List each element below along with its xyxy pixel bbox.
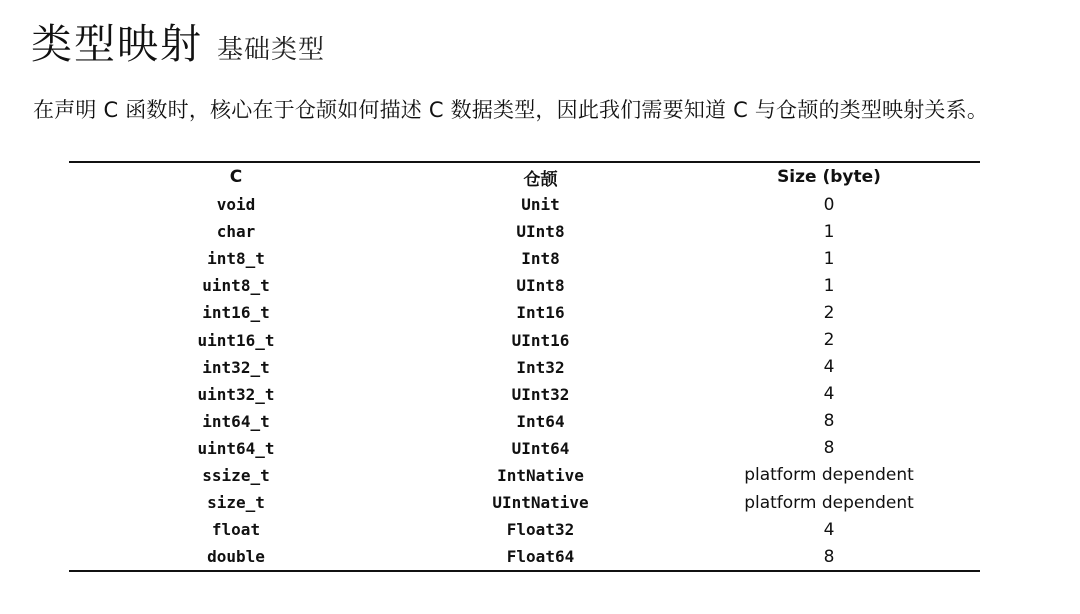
table-row: [69, 354, 980, 381]
table-row: [69, 462, 980, 489]
table-row: [69, 516, 980, 543]
cell-size: 1: [823, 221, 835, 242]
cell-cangjie-type: UIntNative: [492, 493, 589, 513]
cell-size: 4: [823, 357, 835, 378]
cell-size: 8: [823, 546, 835, 567]
column-header-size: Size (byte): [777, 167, 881, 187]
table-row: [69, 326, 980, 353]
cell-cangjie-type: UInt8: [516, 276, 565, 296]
cell-cangjie-type: Int64: [516, 411, 565, 431]
table-row: [69, 408, 980, 435]
page-title: 类型映射: [31, 20, 203, 68]
cell-cangjie-type: Float64: [506, 547, 575, 567]
table-row: [69, 191, 980, 218]
cell-size: 1: [823, 275, 835, 296]
cell-cangjie-type: Unit: [521, 195, 560, 215]
cell-size: 8: [823, 411, 835, 432]
table-row: [69, 489, 980, 516]
intro-paragraph: 在声明 C 函数时，核心在于仓颉如何描述 C 数据类型，因此我们需要知道 C 与仓颉的类型映射关系。: [33, 98, 989, 122]
cell-c-type: float: [211, 520, 261, 540]
table-row: [69, 435, 980, 462]
table-row: [69, 218, 980, 245]
column-header-c: C: [229, 167, 243, 187]
cell-cangjie-type: IntNative: [497, 465, 584, 485]
cell-c-type: int64_t: [202, 411, 270, 431]
cell-c-type: char: [216, 222, 256, 242]
cell-cangjie-type: UInt64: [511, 438, 570, 458]
title-row: [31, 16, 325, 72]
cell-size: 4: [823, 519, 835, 540]
cell-c-type: size_t: [207, 493, 265, 513]
cell-cangjie-type: Int16: [516, 303, 565, 323]
cell-c-type: uint16_t: [197, 330, 275, 350]
cell-c-type: uint64_t: [197, 438, 275, 458]
type-mapping-table: [69, 161, 980, 572]
table-row: [69, 543, 980, 571]
cell-c-type: ssize_t: [202, 465, 270, 485]
cell-c-type: void: [216, 195, 256, 215]
cell-cangjie-type: Float32: [506, 520, 575, 540]
cell-size: 0: [823, 194, 835, 215]
cell-size: 4: [823, 384, 835, 405]
cell-size: 8: [823, 438, 835, 459]
cell-cangjie-type: Int32: [516, 357, 565, 377]
column-header-cangjie: 仓颉: [523, 169, 558, 190]
cell-size: platform dependent: [744, 465, 914, 486]
table-header-row: [69, 162, 980, 191]
page-subtitle: 基础类型: [217, 35, 326, 65]
cell-c-type: int32_t: [202, 357, 270, 377]
cell-size: 1: [823, 248, 835, 269]
table-row: [69, 381, 980, 408]
cell-cangjie-type: Int8: [521, 249, 560, 269]
cell-size: 2: [823, 302, 835, 323]
cell-c-type: double: [207, 547, 265, 567]
cell-cangjie-type: UInt16: [511, 330, 570, 350]
cell-cangjie-type: UInt8: [516, 222, 565, 242]
cell-cangjie-type: UInt32: [511, 384, 570, 404]
table-row: [69, 245, 980, 272]
cell-c-type: uint8_t: [202, 276, 270, 296]
cell-size: 2: [823, 330, 835, 351]
table-row: [69, 272, 980, 299]
cell-c-type: int8_t: [207, 249, 265, 269]
type-mapping-table-container: [69, 161, 980, 572]
cell-c-type: uint32_t: [197, 384, 275, 404]
cell-c-type: int16_t: [202, 303, 270, 323]
table-row: [69, 299, 980, 326]
cell-size: platform dependent: [744, 492, 914, 513]
